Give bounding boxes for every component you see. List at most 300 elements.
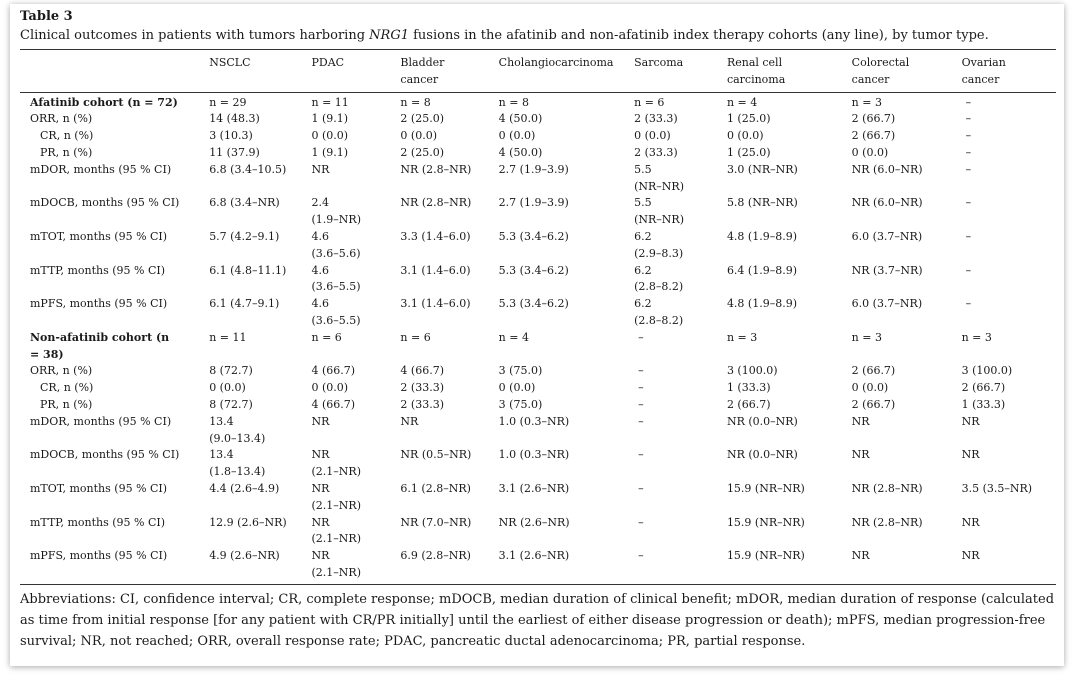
table-cell (727, 162, 852, 196)
table-cell (634, 195, 727, 229)
cell-value: 6.8 (3.4–NR) (209, 196, 280, 210)
column-header (962, 51, 1056, 92)
row-label-text: mTTP, months (95 % CI) (30, 263, 166, 277)
cell-value: 5.8 (NR–NR) (726, 196, 798, 210)
cell-value: 6.4 (1.9–8.9) (726, 263, 797, 277)
cohort-row (20, 330, 1056, 364)
cell-value: 6.1 (2.8–NR) (400, 481, 471, 495)
cell-value: 4.6 (311, 297, 329, 311)
table-cell (727, 229, 852, 263)
cell-value: 6.0 (3.7–NR) (851, 229, 923, 243)
table-cell (852, 515, 962, 549)
cell-value: 2 (66.7) (851, 397, 896, 411)
cell-value: 1 (9.1) (311, 145, 349, 159)
cell-value: NR (311, 481, 330, 495)
cell-value: NR (851, 549, 870, 563)
cell-value: (2.1–NR) (311, 498, 361, 512)
table-row (20, 481, 1056, 515)
cell-value: NR (311, 515, 330, 529)
row-label (20, 515, 209, 549)
table-cell (852, 263, 962, 297)
cell-value: 12.9 (2.6–NR) (209, 515, 287, 529)
table-cell (312, 380, 401, 397)
row-label-text: ORR, n (%) (30, 364, 93, 378)
cell-value: 2 (33.3) (400, 397, 444, 411)
table-row (20, 397, 1056, 414)
header-line: Ovarian (961, 56, 1006, 69)
caption-text-before: Clinical outcomes in patients with tumors harboring (20, 28, 370, 43)
table-row (20, 363, 1056, 380)
cell-value: 11 (37.9) (209, 145, 260, 159)
table-cell (727, 145, 852, 162)
row-label (20, 481, 209, 515)
cell-value: 4.4 (2.6–4.9) (209, 481, 280, 495)
cell-value: 3 (100.0) (726, 364, 778, 378)
table-cell (400, 330, 498, 364)
cell-value: 0 (0.0) (311, 381, 349, 395)
table-cell (962, 548, 1056, 582)
cell-value: 3.0 (NR–NR) (726, 162, 798, 176)
cell-value: 2.4 (311, 196, 329, 210)
cell-value: 6.1 (4.8–11.1) (209, 263, 287, 277)
cell-value: n = 4 (726, 95, 758, 109)
table-cell (634, 229, 727, 263)
cell-value: NR (6.0–NR) (851, 162, 923, 176)
table-card (10, 4, 1064, 666)
table-cell (209, 263, 311, 297)
row-label (20, 263, 209, 297)
table-cell (727, 380, 852, 397)
row-label-text: mDOCB, months (95 % CI) (30, 196, 180, 210)
table-cell (634, 111, 727, 128)
cell-value: (3.6–5.5) (311, 313, 361, 327)
table-cell (634, 447, 727, 481)
cell-value: NR (961, 414, 980, 428)
cell-value: NR (0.5–NR) (400, 448, 472, 462)
cell-value: 2 (25.0) (400, 145, 444, 159)
table-cell (499, 414, 634, 448)
top-rule (20, 49, 1056, 50)
row-label (20, 111, 209, 128)
row-label-text: PR, n (%) (40, 397, 93, 411)
row-label-text: mDOR, months (95 % CI) (30, 414, 172, 428)
cell-value: (3.6–5.5) (311, 280, 361, 294)
cell-value: n = 3 (961, 330, 992, 344)
cell-value: (NR–NR) (634, 179, 685, 193)
cell-value: n = 8 (498, 95, 529, 109)
header-line: NSCLC (209, 56, 251, 69)
cell-value: – (965, 196, 972, 210)
cell-value: n = 3 (851, 95, 882, 109)
header-line: Sarcoma (634, 56, 684, 69)
cell-value: NR (311, 448, 330, 462)
table-cell (312, 397, 401, 414)
table-cell (499, 330, 634, 364)
table-cell (634, 162, 727, 196)
table-cell (400, 229, 498, 263)
table-cell (852, 229, 962, 263)
cell-value: 4 (66.7) (400, 364, 444, 378)
table-cell (634, 296, 727, 330)
cell-value: 13.4 (209, 414, 234, 428)
row-label (20, 145, 209, 162)
table-cell (400, 195, 498, 229)
table-cell (852, 447, 962, 481)
table-cell (209, 414, 311, 448)
table-row (20, 548, 1056, 582)
table-cell (499, 111, 634, 128)
table-cell (400, 162, 498, 196)
table-row (20, 162, 1056, 196)
row-label-text: Non-afatinib cohort (n (30, 330, 170, 344)
table-cell (209, 195, 311, 229)
table-cell (209, 145, 311, 162)
table-row (20, 447, 1056, 481)
table-cell (312, 111, 401, 128)
row-label-text: mPFS, months (95 % CI) (30, 297, 168, 311)
table-cell (209, 380, 311, 397)
cell-value: 6.2 (634, 263, 652, 277)
table-cell (209, 397, 311, 414)
cell-value: 6.1 (4.7–9.1) (209, 297, 280, 311)
cell-value: 2 (33.3) (634, 145, 678, 159)
cell-value: 3.1 (2.6–NR) (498, 481, 570, 495)
table-cell (634, 397, 727, 414)
row-label (20, 363, 209, 380)
cell-value: (2.9–8.3) (634, 246, 684, 260)
table-cell (400, 263, 498, 297)
table-cell (634, 128, 727, 145)
cell-value: 2 (66.7) (851, 364, 896, 378)
row-label (20, 397, 209, 414)
table-cell (727, 92, 852, 112)
row-label (20, 92, 209, 112)
table-cell (727, 195, 852, 229)
row-label (20, 195, 209, 229)
cell-value: 1 (25.0) (726, 145, 771, 159)
row-label-text: CR, n (%) (40, 129, 94, 143)
table-cell (727, 481, 852, 515)
table-cell (499, 380, 634, 397)
cell-value: – (638, 330, 644, 344)
cell-value: – (638, 397, 644, 411)
cell-value: – (965, 95, 972, 109)
cell-value: (2.1–NR) (311, 465, 361, 479)
table-header (20, 51, 1056, 92)
row-label-text: mDOR, months (95 % CI) (30, 162, 172, 176)
header-line: cancer (961, 72, 1000, 86)
cell-value: 4.6 (311, 263, 329, 277)
table-cell (962, 481, 1056, 515)
header-line: Renal cell (726, 56, 783, 69)
table-cell (962, 92, 1056, 112)
cell-value: 2 (66.7) (961, 381, 1006, 395)
table-cell (962, 330, 1056, 364)
table-cell (634, 548, 727, 582)
cell-value: NR (2.8–NR) (400, 196, 472, 210)
table-cell (962, 145, 1056, 162)
table-cell (499, 263, 634, 297)
cell-value: 8 (72.7) (209, 364, 253, 378)
row-label (20, 162, 209, 196)
cell-value: – (638, 515, 644, 529)
cell-value: 2 (66.7) (726, 397, 771, 411)
row-label (20, 414, 209, 448)
cell-value: 3.3 (1.4–6.0) (400, 229, 471, 243)
table-cell (400, 414, 498, 448)
table-cell (962, 128, 1056, 145)
cell-value: 14 (48.3) (209, 112, 260, 126)
header-row (20, 51, 1056, 92)
cell-value: n = 6 (400, 330, 431, 344)
cell-value: n = 4 (498, 330, 529, 344)
cell-value: NR (851, 448, 870, 462)
cell-value: (2.8–8.2) (634, 280, 684, 294)
cell-value: 0 (0.0) (311, 129, 349, 143)
table-cell (499, 548, 634, 582)
table-cell (312, 481, 401, 515)
table-cell (209, 92, 311, 112)
cell-value: NR (961, 448, 980, 462)
cell-value: – (638, 381, 644, 395)
cell-value: 6.9 (2.8–NR) (400, 549, 471, 563)
row-label-text: mDOCB, months (95 % CI) (30, 448, 180, 462)
table-cell (400, 481, 498, 515)
table-row (20, 111, 1056, 128)
cell-value: 2.7 (1.9–3.9) (498, 162, 569, 176)
table-cell (312, 195, 401, 229)
table-cell (852, 397, 962, 414)
table-cell (852, 380, 962, 397)
cell-value: 0 (0.0) (851, 145, 889, 159)
row-label-text: ORR, n (%) (30, 112, 93, 126)
row-label-text: PR, n (%) (40, 145, 93, 159)
table-cell (312, 162, 401, 196)
cell-value: 3 (100.0) (961, 364, 1013, 378)
cell-value: 6.2 (634, 229, 652, 243)
cell-value: (1.9–NR) (311, 213, 361, 227)
cell-value: 2 (25.0) (400, 112, 444, 126)
table-cell (962, 515, 1056, 549)
table-cell (634, 481, 727, 515)
cell-value: – (965, 145, 972, 159)
table-cell (727, 515, 852, 549)
header-line: cancer (400, 72, 439, 86)
row-label (20, 548, 209, 582)
cell-value: – (965, 263, 972, 277)
table-cell (852, 128, 962, 145)
header-line: cancer (851, 72, 890, 86)
caption-gene-name: NRG1 (369, 28, 409, 43)
cell-value: 5.3 (3.4–6.2) (498, 263, 569, 277)
row-label (20, 229, 209, 263)
cell-value: 6.2 (634, 297, 652, 311)
table-cell (400, 548, 498, 582)
cell-value: 1 (25.0) (726, 112, 771, 126)
cell-value: 4 (66.7) (311, 397, 356, 411)
table-cell (852, 195, 962, 229)
table-cell (312, 363, 401, 380)
table-cell (209, 229, 311, 263)
cell-value: 3.1 (2.6–NR) (498, 549, 570, 563)
table-cell (499, 515, 634, 549)
table-cell (727, 414, 852, 448)
cell-value: 5.3 (3.4–6.2) (498, 229, 569, 243)
cell-value: 4.6 (311, 229, 329, 243)
table-cell (209, 111, 311, 128)
column-header (312, 51, 401, 92)
table-cell (209, 515, 311, 549)
table-cell (400, 363, 498, 380)
table-cell (400, 515, 498, 549)
cell-value: 15.9 (NR–NR) (726, 481, 805, 495)
table-cell (962, 162, 1056, 196)
header-line: PDAC (311, 56, 345, 69)
cell-value: 0 (0.0) (634, 129, 671, 143)
table-cell (962, 229, 1056, 263)
table-row (20, 145, 1056, 162)
cell-value: NR (6.0–NR) (851, 196, 923, 210)
row-label (20, 296, 209, 330)
table-row (20, 263, 1056, 297)
cell-value: 4 (50.0) (498, 145, 543, 159)
table-cell (727, 397, 852, 414)
table-cell (499, 92, 634, 112)
table-row (20, 414, 1056, 448)
cell-value: NR (400, 414, 419, 428)
table-cell (499, 397, 634, 414)
table-cell (852, 330, 962, 364)
cell-value: 4 (50.0) (498, 112, 543, 126)
table-cell (962, 447, 1056, 481)
table-cell (312, 229, 401, 263)
table-cell (727, 447, 852, 481)
header-line: Cholangiocarcinoma (498, 56, 614, 69)
cell-value: 0 (0.0) (851, 381, 889, 395)
cell-value: NR (2.6–NR) (498, 515, 570, 529)
cell-value: n = 11 (311, 95, 349, 109)
cell-value: – (638, 448, 644, 462)
table-cell (499, 447, 634, 481)
cell-value: – (965, 297, 972, 311)
table-cell (962, 263, 1056, 297)
table-cell (499, 229, 634, 263)
header-line: carcinoma (726, 72, 786, 86)
cell-value: NR (961, 515, 980, 529)
cell-value: 0 (0.0) (498, 381, 536, 395)
cohort-row (20, 92, 1056, 112)
table-cell (852, 296, 962, 330)
cell-value: 0 (0.0) (209, 381, 246, 395)
row-label (20, 380, 209, 397)
cell-value: 0 (0.0) (400, 129, 437, 143)
cell-value: 6.0 (3.7–NR) (851, 297, 923, 311)
cell-value: n = 3 (851, 330, 882, 344)
cell-value: 2 (33.3) (634, 112, 678, 126)
cell-value: – (965, 129, 972, 143)
column-header (400, 51, 498, 92)
table-cell (400, 296, 498, 330)
table-cell (312, 263, 401, 297)
cell-value: NR (311, 414, 330, 428)
column-header (727, 51, 852, 92)
cell-value: NR (311, 162, 330, 176)
cell-value: 8 (72.7) (209, 397, 253, 411)
cell-value: NR (961, 549, 980, 563)
table-cell (852, 414, 962, 448)
cell-value: 4.8 (1.9–8.9) (726, 229, 797, 243)
cell-value: 0 (0.0) (498, 129, 536, 143)
row-label-text: mTOT, months (95 % CI) (30, 229, 168, 243)
cell-value: 3.1 (1.4–6.0) (400, 297, 471, 311)
row-label (20, 447, 209, 481)
row-label-text: CR, n (%) (40, 381, 94, 395)
cell-value: (2.1–NR) (311, 565, 361, 579)
table-cell (727, 548, 852, 582)
cell-value: NR (851, 414, 870, 428)
table-cell (209, 447, 311, 481)
table-cell (727, 111, 852, 128)
row-label-text: mPFS, months (95 % CI) (30, 549, 168, 563)
header-line: Colorectal (851, 56, 910, 69)
table-label: Table 3 (20, 9, 73, 24)
table-cell (962, 380, 1056, 397)
cell-value: 1.0 (0.3–NR) (498, 414, 570, 428)
table-cell (634, 380, 727, 397)
table-cell (312, 128, 401, 145)
row-label-text: mTTP, months (95 % CI) (30, 515, 166, 529)
cell-value: n = 6 (634, 95, 665, 109)
table-cell (634, 145, 727, 162)
table-cell (499, 162, 634, 196)
column-header (499, 51, 634, 92)
bottom-rule (20, 584, 1056, 585)
table-cell (312, 515, 401, 549)
column-header (634, 51, 727, 92)
cell-value: (3.6–5.6) (311, 246, 361, 260)
cell-value: NR (0.0–NR) (726, 448, 798, 462)
table-cell (727, 296, 852, 330)
cell-value: – (965, 112, 972, 126)
cell-value: 1 (33.3) (961, 397, 1006, 411)
cell-value: 15.9 (NR–NR) (726, 549, 805, 563)
table-cell (962, 296, 1056, 330)
header-line: Bladder (400, 56, 445, 69)
cell-value: 13.4 (209, 448, 234, 462)
cell-value: 5.7 (4.2–9.1) (209, 229, 280, 243)
table-cell (400, 447, 498, 481)
cell-value: 5.5 (634, 162, 652, 176)
table-cell (400, 380, 498, 397)
table-cell (499, 481, 634, 515)
table-cell (634, 92, 727, 112)
table-cell (634, 330, 727, 364)
row-label-text: = 38) (30, 347, 64, 361)
outcomes-table (20, 51, 1056, 582)
table-row (20, 515, 1056, 549)
cell-value: – (965, 162, 972, 176)
cell-value: – (638, 364, 644, 378)
table-cell (727, 128, 852, 145)
table-cell (727, 363, 852, 380)
cell-value: n = 11 (209, 330, 247, 344)
table-cell (499, 296, 634, 330)
cell-value: NR (2.8–NR) (400, 162, 472, 176)
table-cell (400, 397, 498, 414)
table-cell (312, 447, 401, 481)
table-row (20, 380, 1056, 397)
table-caption (20, 28, 989, 43)
